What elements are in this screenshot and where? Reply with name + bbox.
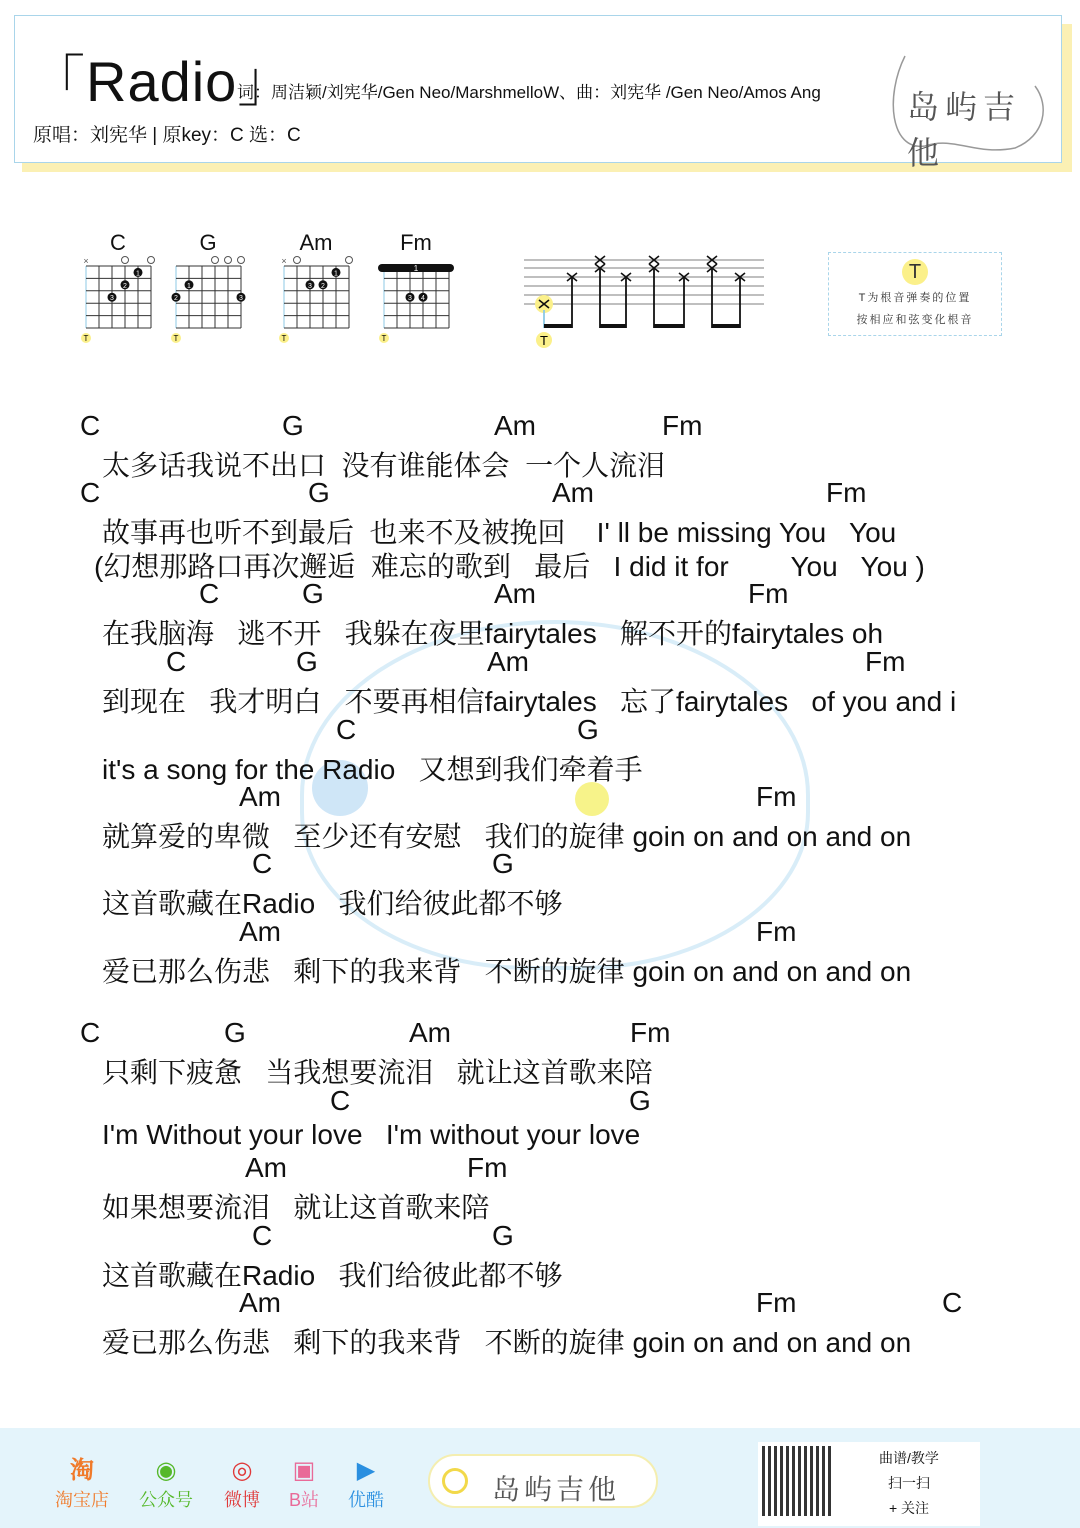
lyric-line [0, 646, 1080, 717]
qr-code [762, 1446, 832, 1516]
svg-text:3: 3 [308, 282, 312, 290]
svg-text:3: 3 [408, 295, 412, 303]
chord-label: G [224, 1017, 246, 1048]
social-label: 微博 [224, 1490, 260, 1510]
lyric-line [0, 714, 1080, 785]
social-label: 公众号 [139, 1490, 193, 1510]
lyric-text: 只剩下疲惫 当我想要流泪 就让这首歌来陪 [102, 1057, 653, 1088]
legend-line-1: T为根音弹奏的位置 [858, 292, 972, 304]
svg-text:3: 3 [239, 295, 243, 303]
chord-label: Am [487, 646, 529, 677]
lyric-line [0, 410, 1080, 481]
lyric-line [0, 1017, 1080, 1088]
qr-line: + 关注 [888, 1500, 930, 1516]
lyric-line [0, 578, 1080, 649]
lyric-text: 就算爱的卑微 至少还有安慰 我们的旋律 goin on and on and on [102, 821, 912, 852]
chord-diagram-name: C [110, 230, 126, 255]
taobao-icon: 淘 [70, 1457, 94, 1484]
lyric-text: 故事再也听不到最后 也来不及被挽回 I' ll be missing You You [102, 517, 897, 548]
qr-follow-panel[interactable] [758, 1442, 980, 1526]
wechat-icon: ◉ [155, 1457, 177, 1484]
chord-label: Am [245, 1152, 287, 1183]
chord-label: Fm [756, 781, 797, 812]
chord-label: C [80, 410, 101, 441]
chord-label: Fm [756, 1287, 797, 1318]
song-credits: 词：周洁颖/刘宪华/Gen Neo/MarshmelloW、曲：刘宪华 /Gen Neo/Amos Ang [237, 83, 821, 102]
root-marker: T [173, 334, 179, 343]
social-link-bilibili[interactable] [272, 1456, 336, 1512]
chord-diagram-name: Fm [400, 230, 432, 255]
youku-icon: ▶ [356, 1457, 376, 1484]
social-link-wechat[interactable] [134, 1456, 198, 1512]
svg-text:×: × [83, 256, 89, 266]
chord-label: G [577, 714, 599, 745]
root-marker: T [381, 334, 387, 343]
chord-label: Fm [756, 916, 797, 947]
svg-text:1: 1 [413, 264, 419, 273]
root-marker: T [281, 334, 287, 343]
lyric-text: 如果想要流泪 就让这首歌来陪 [102, 1192, 490, 1223]
lyric-text: 这首歌藏在Radio 我们给彼此都不够 [102, 888, 563, 919]
strum-root-marker: T [540, 333, 548, 348]
chord-label: G [492, 848, 514, 879]
svg-text:4: 4 [421, 295, 425, 303]
chord-diagram-am [276, 230, 356, 351]
lyric-text: 这首歌藏在Radio 我们给彼此都不够 [102, 1260, 563, 1291]
chord-label: C [166, 646, 187, 677]
svg-text:2: 2 [174, 295, 178, 303]
chord-label: C [199, 578, 220, 609]
chord-label: G [492, 1220, 514, 1251]
social-label: 淘宝店 [55, 1490, 109, 1510]
chord-label: Fm [662, 410, 703, 441]
chord-label: Fm [630, 1017, 671, 1048]
svg-text:1: 1 [136, 270, 140, 278]
search-icon [442, 1468, 468, 1494]
lyric-line [0, 1287, 1080, 1358]
header-card [14, 15, 1062, 171]
lyric-text: 在我脑海 逃不开 我躲在夜里fairytales 解不开的fairytales oh [102, 618, 884, 649]
brand-logo: 岛屿吉他 [885, 36, 1045, 161]
lyric-line [0, 781, 1080, 852]
lyric-text: 爱已那么伤悲 剩下的我来背 不断的旋律 goin on and on and on [102, 1327, 912, 1358]
lyric-text: (幻想那路口再次邂逅 难忘的歌到 最后 I did it for You You ) [94, 551, 925, 582]
legend-line-2: 按相应和弦变化根音 [856, 314, 974, 326]
footer-bar [0, 1428, 1080, 1528]
chord-label: Am [552, 477, 594, 508]
lyric-text: 太多话我说不出口 没有谁能体会 一个人流泪 [102, 450, 666, 481]
chord-label: Am [239, 1287, 281, 1318]
chord-label: Fm [748, 578, 789, 609]
lyric-line [0, 545, 1080, 582]
root-marker-icon: T [902, 259, 928, 285]
search-brand-box[interactable] [428, 1454, 658, 1508]
chord-label: Fm [865, 646, 906, 677]
chord-label: G [629, 1085, 651, 1116]
chord-label: G [296, 646, 318, 677]
lyric-line [0, 1152, 1080, 1223]
lyric-line [0, 477, 1080, 548]
root-note-legend [828, 252, 1002, 336]
svg-text:1: 1 [187, 282, 191, 290]
svg-text:1: 1 [334, 270, 338, 278]
social-link-youku[interactable] [334, 1456, 398, 1512]
chord-label: C [330, 1085, 351, 1116]
lyric-line [0, 916, 1080, 987]
song-title: 「Radio」 [29, 50, 295, 113]
social-link-weibo[interactable] [210, 1456, 274, 1512]
bilibili-icon: ▣ [292, 1457, 316, 1484]
chord-label: C [252, 1220, 273, 1251]
chord-diagram-name: Am [299, 230, 333, 255]
strum-pattern [520, 250, 770, 350]
chord-diagram-name: G [199, 230, 217, 255]
chord-label: C [942, 1287, 963, 1318]
chord-label: Am [239, 916, 281, 947]
chord-label: G [302, 578, 324, 609]
qr-line: 扫一扫 [888, 1475, 930, 1491]
chord-label: C [336, 714, 357, 745]
lyric-line [0, 1085, 1080, 1150]
lyric-line [0, 1220, 1080, 1291]
chord-label: C [252, 848, 273, 879]
social-label: 优酷 [348, 1490, 384, 1510]
song-meta: 原唱：刘宪华 | 原key：C 选：C [33, 125, 301, 146]
search-text: 岛屿吉他 [492, 1474, 621, 1505]
weibo-icon: ◎ [231, 1457, 253, 1484]
chord-label: Am [239, 781, 281, 812]
social-link-taobao[interactable] [50, 1456, 114, 1512]
svg-text:3: 3 [110, 295, 114, 303]
chord-label: Am [494, 578, 536, 609]
root-marker: T [83, 334, 89, 343]
chord-label: G [308, 477, 330, 508]
svg-text:2: 2 [321, 282, 325, 290]
svg-text:2: 2 [123, 282, 127, 290]
social-label: B站 [288, 1490, 319, 1510]
lyric-text: 到现在 我才明白 不要再相信fairytales 忘了fairytales of you and i [102, 686, 957, 717]
chord-diagram-g [168, 230, 248, 351]
chord-label: C [80, 477, 101, 508]
qr-line: 曲谱/教学 [879, 1450, 939, 1466]
chord-label: Fm [467, 1152, 508, 1183]
chord-label: G [282, 410, 304, 441]
chord-label: Am [494, 410, 536, 441]
chord-label: C [80, 1017, 101, 1048]
chord-label: Fm [826, 477, 867, 508]
lyric-text: 爱已那么伤悲 剩下的我来背 不断的旋律 goin on and on and on [102, 956, 912, 987]
chord-label: Am [409, 1017, 451, 1048]
lyric-text: I'm Without your love I'm without your love [102, 1119, 641, 1150]
svg-text:×: × [281, 256, 287, 266]
lyric-text: it's a song for the Radio 又想到我们牵着手 [102, 754, 643, 785]
lyric-line [0, 848, 1080, 919]
chord-diagram-fm [376, 230, 456, 351]
chord-diagram-c [78, 230, 158, 351]
